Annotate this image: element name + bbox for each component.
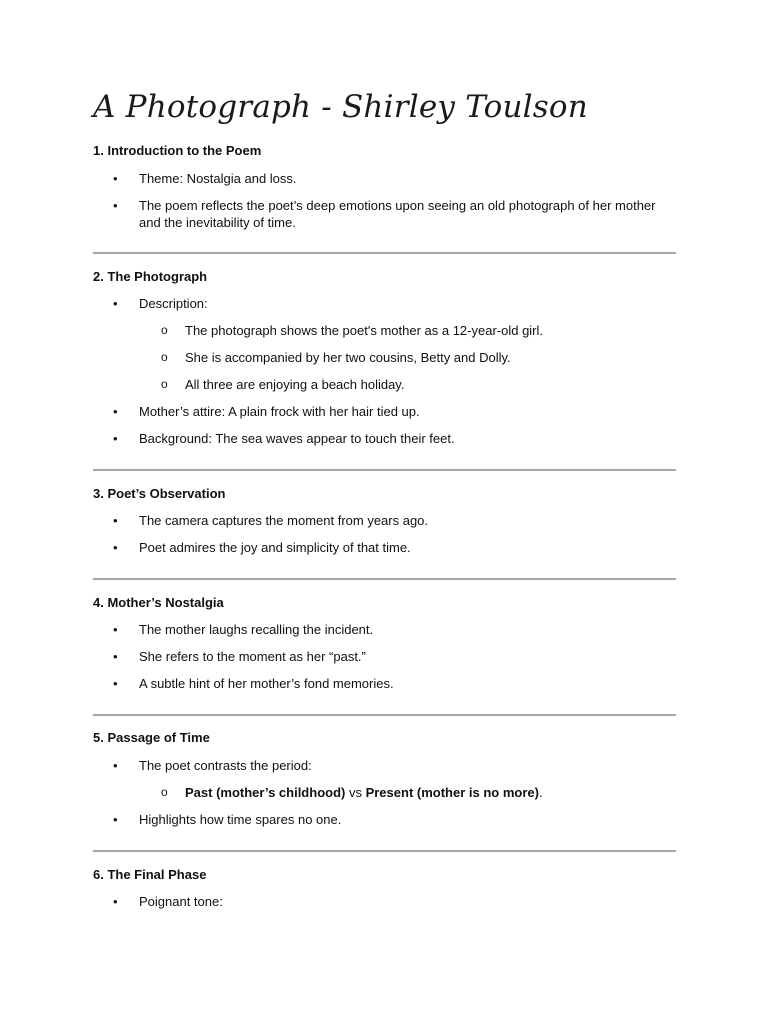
- bullet-list: [93, 757, 676, 774]
- section-final-phase: [93, 866, 676, 910]
- sentence-end: .: [538, 785, 543, 800]
- sub-bullet-marker: o: [161, 350, 168, 364]
- list-item: [93, 811, 676, 828]
- list-item: [93, 621, 676, 638]
- sub-list-item: [93, 784, 676, 801]
- bullet-marker: •: [113, 894, 118, 909]
- list-item: [93, 197, 676, 231]
- list-item: [93, 512, 676, 529]
- bullet-marker: •: [113, 296, 118, 311]
- section-mothers-nostalgia: [93, 594, 676, 692]
- section-divider: [93, 714, 676, 716]
- sub-list-item: [93, 349, 676, 366]
- sub-bullet-list: [93, 322, 676, 393]
- bullet-marker: •: [113, 513, 118, 528]
- list-item: [93, 170, 676, 187]
- list-item: [93, 539, 676, 556]
- list-item-text: Background: The sea waves appear to touch their feet.: [139, 431, 455, 446]
- bullet-marker: •: [113, 171, 118, 186]
- list-item-text: Description:: [139, 296, 208, 311]
- bullet-marker: •: [113, 540, 118, 555]
- list-item-text: Highlights how time spares no one.: [139, 812, 342, 827]
- bullet-list: [93, 295, 676, 312]
- section-divider: [93, 850, 676, 852]
- bullet-marker: •: [113, 649, 118, 664]
- list-item-text: The photograph shows the poet's mother as a 12-year-old girl.: [185, 323, 544, 338]
- section-passage-of-time: [93, 729, 676, 828]
- list-item: [93, 893, 676, 910]
- bullet-list: [93, 811, 676, 828]
- sub-list-item: [93, 322, 676, 339]
- list-item-text: The camera captures the moment from years ago.: [139, 513, 429, 528]
- bullet-list: [93, 170, 676, 231]
- section-heading: 1. Introduction to the Poem: [93, 143, 262, 158]
- present-emphasis: Present (mother is no more): [365, 785, 539, 800]
- list-item-text: Poignant tone:: [139, 894, 223, 909]
- bullet-marker: •: [113, 758, 118, 773]
- sub-bullet-list: [93, 784, 676, 801]
- document-page: [93, 84, 676, 910]
- list-item: [93, 648, 676, 665]
- section-heading: 3. Poet’s Observation: [93, 486, 226, 501]
- vs-text: vs: [345, 785, 366, 800]
- sub-bullet-marker: o: [161, 377, 168, 391]
- bullet-list: [93, 893, 676, 910]
- past-emphasis: Past (mother’s childhood): [185, 785, 346, 800]
- list-item-text: The mother laughs recalling the incident.: [139, 622, 374, 637]
- list-item-text: The poet contrasts the period:: [139, 758, 312, 773]
- section-divider: [93, 469, 676, 471]
- bullet-list: [93, 403, 676, 447]
- list-item-text: Theme: Nostalgia and loss.: [139, 171, 297, 186]
- list-item: [93, 757, 676, 774]
- sub-bullet-marker: o: [161, 323, 168, 337]
- bullet-list: [93, 512, 676, 556]
- section-heading: 5. Passage of Time: [93, 730, 210, 745]
- section-heading: 2. The Photograph: [93, 269, 208, 284]
- section-heading: 6. The Final Phase: [93, 867, 207, 882]
- section-heading: 4. Mother’s Nostalgia: [93, 595, 224, 610]
- list-item: [93, 430, 676, 447]
- list-item-text: Mother’s attire: A plain frock with her hair tied up.: [139, 404, 420, 419]
- list-item: [93, 295, 676, 312]
- bullet-marker: •: [113, 676, 118, 691]
- list-item: [93, 675, 676, 692]
- document-title: A Photograph - Shirley Toulson: [93, 89, 588, 125]
- list-item-text: She is accompanied by her two cousins, Betty and Dolly.: [185, 350, 511, 365]
- bullet-marker: •: [113, 198, 118, 213]
- bullet-list: [93, 621, 676, 692]
- section-divider: [93, 578, 676, 580]
- list-item-text: She refers to the moment as her “past.”: [139, 649, 366, 664]
- section-photograph: [93, 268, 676, 447]
- section-introduction: [93, 142, 676, 231]
- bullet-marker: •: [113, 404, 118, 419]
- sub-bullet-marker: o: [161, 785, 168, 799]
- bullet-marker: •: [113, 812, 118, 827]
- list-item-text: The poem reflects the poet’s deep emotions upon seeing an old photograph of her mother and the inevitability of time.: [139, 198, 656, 230]
- section-divider: [93, 252, 676, 254]
- section-poets-observation: [93, 485, 676, 556]
- list-item-text: Poet admires the joy and simplicity of that time.: [139, 540, 411, 555]
- list-item: [93, 403, 676, 420]
- bullet-marker: •: [113, 431, 118, 446]
- list-item-text: All three are enjoying a beach holiday.: [185, 377, 405, 392]
- sub-list-item: [93, 376, 676, 393]
- bullet-marker: •: [113, 622, 118, 637]
- list-item-text: A subtle hint of her mother’s fond memories.: [139, 676, 394, 691]
